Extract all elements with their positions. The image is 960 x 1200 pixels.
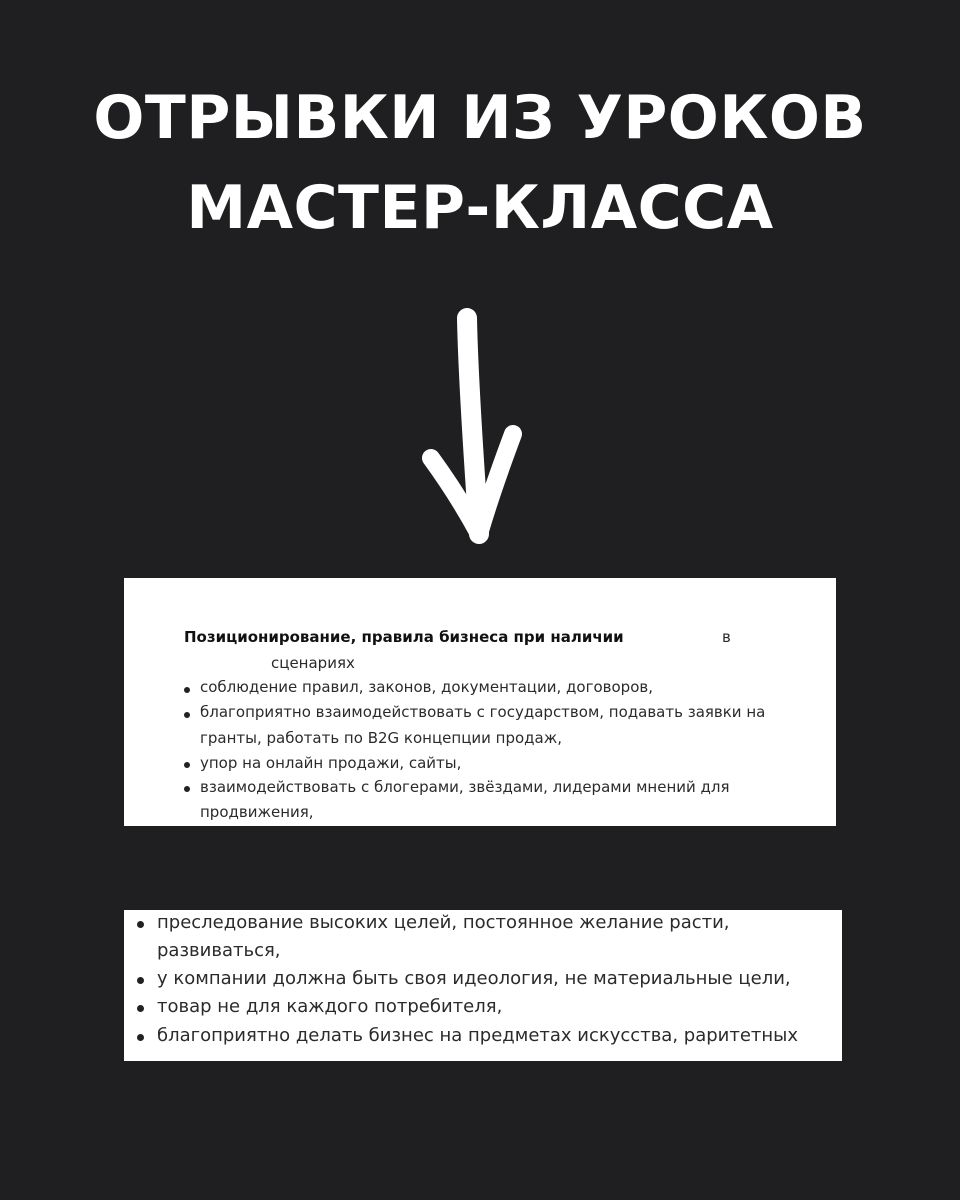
bullet [184, 786, 190, 792]
bullet [137, 977, 144, 984]
list-item-continuation: продвижения, [200, 803, 314, 821]
excerpt-card-2 [124, 910, 842, 1061]
list-item: товар не для каждого потребителя, [157, 996, 503, 1017]
bullet [137, 1005, 144, 1012]
down-arrow-icon [405, 300, 545, 550]
list-item-continuation: гранты, работать по B2G концепции продаж, [200, 729, 563, 747]
list-item: соблюдение правил, законов, документации, договоров, [200, 678, 653, 696]
excerpt-card-1 [124, 578, 836, 826]
list-item-continuation: развиваться, [157, 940, 281, 961]
excerpt-title: Позиционирование, правила бизнеса при наличии [184, 628, 624, 646]
list-item: у компании должна быть своя идеология, не материальные цели, [157, 968, 791, 989]
excerpt-title-suffix: в [722, 628, 731, 646]
list-item: благоприятно делать бизнес на предметах искусства, раритетных [157, 1025, 799, 1046]
excerpt-title-line-2: сценариях [271, 654, 355, 672]
bullet [184, 712, 190, 718]
list-item: упор на онлайн продажи, сайты, [200, 754, 462, 772]
list-item: благоприятно взаимодействовать с государством, подавать заявки на [200, 703, 766, 721]
bullet [184, 762, 190, 768]
bullet [137, 1034, 144, 1041]
list-item: взаимодействовать с блогерами, звёздами, лидерами мнений для [200, 778, 730, 796]
headline-line-2: МАСТЕР-КЛАССА [186, 173, 774, 243]
bullet [137, 921, 144, 928]
list-item: преследование высоких целей, постоянное желание расти, [157, 912, 730, 933]
bullet [184, 687, 190, 693]
headline-line-1: ОТРЫВКИ ИЗ УРОКОВ [93, 83, 867, 153]
